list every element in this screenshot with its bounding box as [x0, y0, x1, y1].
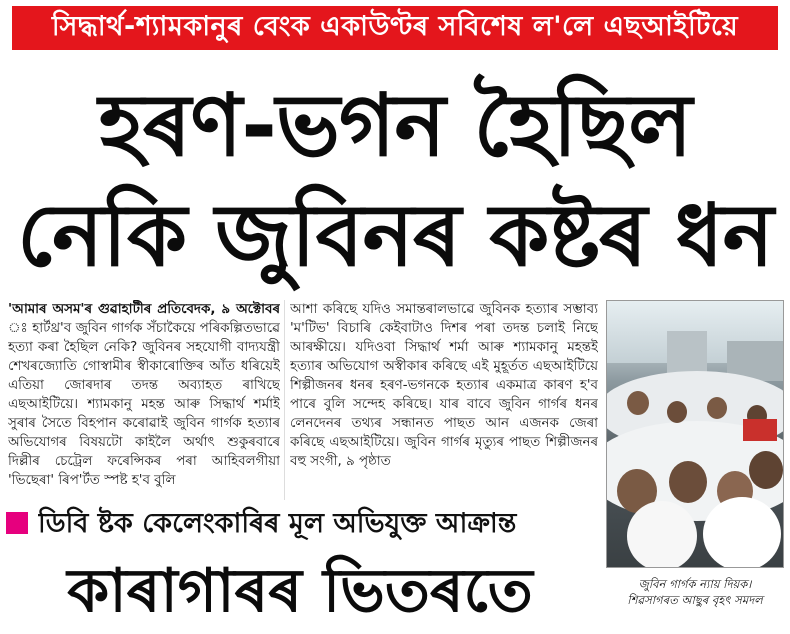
secondary-headline: কাৰাগাৰৰ ভিতৰতে: [67, 556, 533, 626]
photo-crowd: [667, 401, 687, 423]
photo-caption-line-1: জুবিন গাৰ্গক ন্যায় দিয়ক।: [638, 577, 752, 591]
article-body-col-1: ঃ হাৰ্টথ্ৰ'ব জুবিন গাৰ্গক সঁচাকৈয়ে পৰিকল্পিতভাৱে হত্যা কৰা হৈছিল নেকি? জুবিনৰ সহযোগী বাদ্যযন্ত্ৰী শেখৰজ্যোতি গোস্বামীৰ স্বীকাৰোক্তিৰ আঁত ধৰিয়েই এতিয়া জোৰদাৰ তদন্ত অব্যাহত ৰাখিছে এছআইটিয়ে। শ্যামকানু মহন্ত আৰু সিদ্ধাৰ্থ শৰ্মাই সুৰাৰ সৈতে বিহপান কৰোৱাই জুবিন গাৰ্গক হত্যাৰ অভিযোগৰ বিষয়টো কাইলৈ অৰ্থাৎ শুকুৰবাৰে দিল্লীৰ চেট্ৰেল ফৰেন্সিকৰ পৰা আহিবলগীয়া 'ভিছেৰা' ৰিপ'ৰ্টত স্পষ্ট হ'ব বুলি: [8, 321, 280, 488]
photo-placard: [743, 419, 777, 441]
article-dateline: 'আমাৰ অসম'ৰ গুৱাহাটীৰ প্ৰতিবেদক, ৯ অক্টোবৰ: [8, 302, 280, 317]
photo-caption-line-2: শিৱসাগৰত আছুৰ বৃহৎ সমদল: [627, 593, 763, 607]
photo-crowd: [669, 461, 707, 503]
article-page-reference: ৯ পৃষ্ঠাত: [346, 454, 391, 469]
kicker-banner: সিদ্ধাৰ্থ-শ্যামকানুৰ বেংক একাউণ্টৰ সবিশেষ ল'লে এছআইটিয়ে: [12, 6, 778, 50]
article-column-1: [8, 300, 280, 500]
main-headline-line-2: নেকি জুবিনৰ কষ্টৰ ধন: [17, 186, 773, 286]
column-divider: [284, 300, 285, 500]
main-headline-line-1: হৰণ-ভগন হৈছিল: [98, 76, 692, 176]
rally-photo: [606, 300, 784, 568]
secondary-subhead: ডিবি ষ্টক কেলেংকাৰিৰ মূল অভিযুক্ত আক্ৰান্ত: [38, 508, 517, 539]
photo-crowd: [627, 501, 697, 568]
photo-crowd: [627, 391, 649, 415]
photo-crowd: [707, 397, 727, 419]
article-body-col-2: আশা কৰিছে যদিও সমান্তৰালভাৱে জুবিনক হত্যাৰ সম্ভাব্য 'ম'টিভ' বিচাৰি কেইবাটাও দিশৰ পৰা তদন্ত চলাই নিছে আৰক্ষীয়ে। যদিওবা সিদ্ধাৰ্থ শৰ্মা আৰু শ্যামকানু মহন্তই হত্যাৰ অভিযোগ অস্বীকাৰ কৰিছে এই মুহূৰ্তত এছআইটিয়ে শিল্পীজনৰ ধনৰ হৰণ-ভগনকে হত্যাৰ একমাত্ৰ কাৰণ হ'ব পাৰে বুলি সন্দেহ কৰিছে। যাৰ বাবে জুবিন গাৰ্গৰ ধনৰ লেনদেনৰ তথ্যৰ সন্ধানত পাছত আন এজনক জেৰা কৰিছে এছআইটিয়ে। জুবিন গাৰ্গৰ মৃত্যুৰ পাছত শিল্পীজনৰ বহু সংগী,: [290, 302, 598, 469]
article-column-2: [290, 300, 598, 510]
photo-caption: [606, 576, 784, 608]
photo-crowd: [703, 497, 781, 568]
photo-crowd: [749, 451, 783, 489]
subhead-bullet-square: [6, 512, 28, 534]
